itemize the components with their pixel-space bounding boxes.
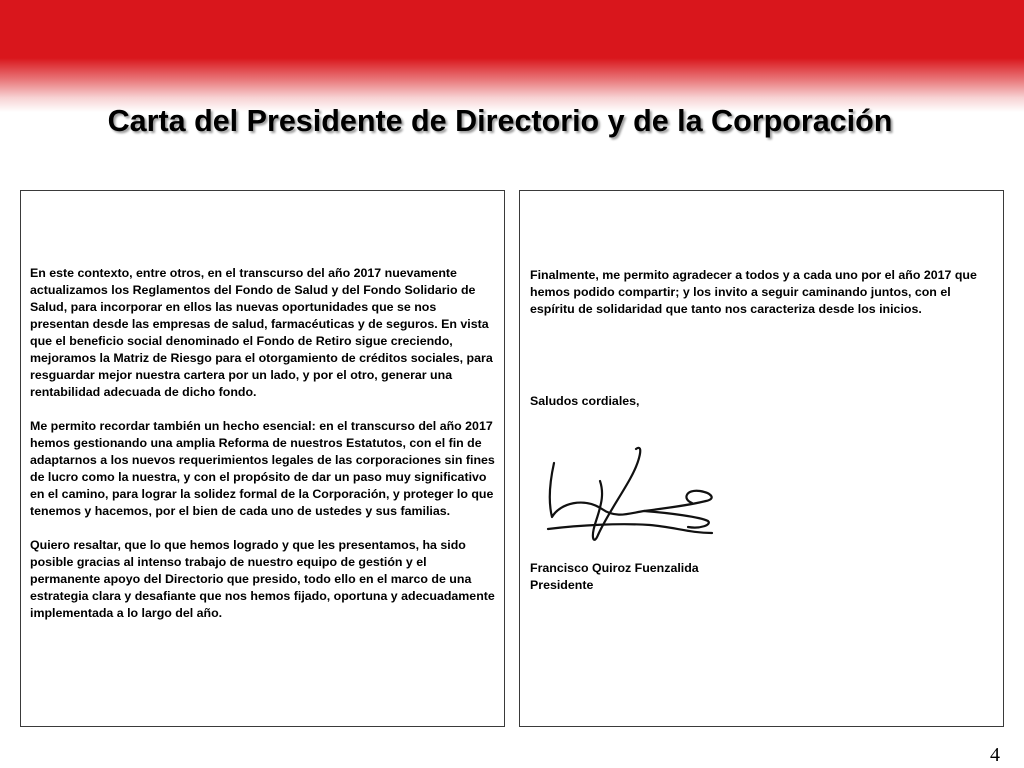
letter-paragraph-2: Me permito recordar también un hecho esencial: en el transcurso del año 2017 hemos gestionando una amplia Reforma de nuestros Estatutos, con el fin de adaptarnos a los nuevos requerimientos legales de las corporaciones sin fines de lucro como la nuestra, y con el propósito de dar un paso muy significativo en el camino, para lograr la solidez formal de la Corporación, y proteger lo que tenemos y hacemos, por el bien de cada uno de ustedes y sus familias. xyxy=(30,419,495,518)
right-letter-panel xyxy=(519,190,1004,727)
signature-icon xyxy=(540,441,720,551)
signer-block xyxy=(530,560,699,594)
signer-name: Francisco Quiroz Fuenzalida xyxy=(530,561,699,575)
signer-role: Presidente xyxy=(530,578,594,592)
header-band xyxy=(0,0,1024,112)
left-letter-panel xyxy=(20,190,505,727)
letter-paragraph-1: En este contexto, entre otros, en el transcurso del año 2017 nuevamente actualizamos los Reglamentos del Fondo de Salud y del Fondo Solidario de Salud, para incorporar en ellos las nuevas oportunidades que se nos presentan desde las empresas de salud, farmacéuticas y de seguros. En vista que el beneficio social denominado el Fondo de Retiro sigue creciendo, mejoramos la Matriz de Riesgo para el otorgamiento de créditos sociales, para resguardar mejor nuestra cartera por un lado, y por el otro, generar una rentabilidad adecuada de dicho fondo. xyxy=(30,266,493,399)
closing-paragraph: Finalmente, me permito agradecer a todos y a cada uno por el año 2017 que hemos podido compartir; y los invito a seguir caminando juntos, con el espíritu de solidaridad que tanto nos caracteriza desde los inicios. xyxy=(530,268,977,316)
page-number: 4 xyxy=(990,744,1000,766)
slide-title: Carta del Presidente de Directorio y de la Corporación xyxy=(107,104,893,138)
greeting: Saludos cordiales, xyxy=(530,394,640,408)
letter-paragraph-3: Quiero resaltar, que lo que hemos logrado y que les presentamos, ha sido posible gracias al intenso trabajo de nuestro equipo de gestión y el permanente apoyo del Directorio que presido, todo ello en el marco de una estrategia clara y desafiante que nos hemos fijado, oportuna y adecuadamente implementada a lo largo del año. xyxy=(30,538,495,620)
left-letter-text xyxy=(30,265,498,639)
